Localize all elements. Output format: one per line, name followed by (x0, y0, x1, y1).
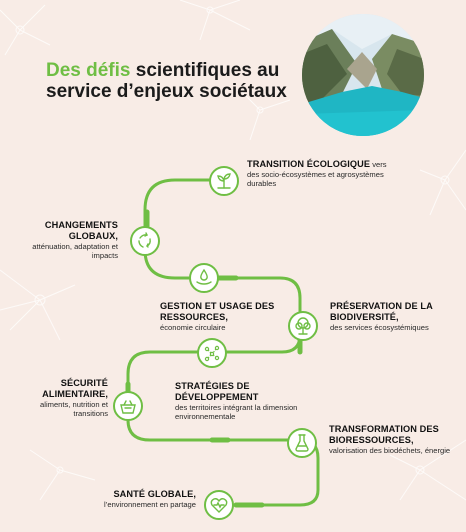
text-sante: l’environnement en partage (103, 499, 196, 509)
label-securite (12, 378, 108, 418)
heading-sante: SANTÉ GLOBALE, (113, 489, 196, 499)
label-gestion (160, 301, 290, 332)
plant-sprout-icon (209, 166, 239, 196)
text-transformation: valorisation des biodéchets, énergie (329, 445, 451, 455)
network-nodes-icon (197, 338, 227, 368)
heading-transformation: TRANSFORMATION DES BIORESSOURCES, (329, 424, 439, 445)
label-transition (247, 159, 397, 189)
heading-securite: SÉCURITÉ ALIMENTAIRE, (42, 378, 108, 399)
text-securite: aliments, nutrition et transitions (40, 399, 108, 418)
tree-icon (288, 311, 318, 341)
text-strategies: des territoires intégrant la dimension environnementale (175, 402, 298, 421)
label-preservation (330, 301, 450, 332)
heading-preservation: PRÉSERVATION DE LA BIODIVERSITÉ, (330, 301, 433, 322)
flask-icon (287, 428, 317, 458)
text-preservation: des services écosystémiques (330, 322, 429, 332)
title-rest: scientifiques au service d’enjeux sociétaux (46, 60, 287, 102)
label-changements (18, 220, 118, 260)
text-transition: vers des socio-écosystèmes et agrosystèmes durables (247, 160, 387, 189)
heading-changements: CHANGEMENTS GLOBAUX, (44, 220, 118, 241)
label-strategies (175, 381, 305, 421)
heart-icon (204, 490, 234, 520)
heading-strategies: STRATÉGIES DE DÉVELOPPEMENT (175, 381, 259, 402)
food-basket-icon (113, 391, 143, 421)
heading-gestion: GESTION ET USAGE DES RESSOURCES, (160, 301, 275, 322)
heading-transition: TRANSITION ÉCOLOGIQUE (247, 159, 371, 169)
recycle-arrows-icon (130, 226, 160, 256)
label-transformation (329, 424, 459, 455)
text-changements: atténuation, adaptation et impacts (32, 241, 118, 260)
title-accent: Des défis (46, 60, 131, 81)
text-gestion: économie circulaire (160, 322, 226, 332)
label-sante (96, 489, 196, 509)
water-drop-hand-icon (189, 263, 219, 293)
